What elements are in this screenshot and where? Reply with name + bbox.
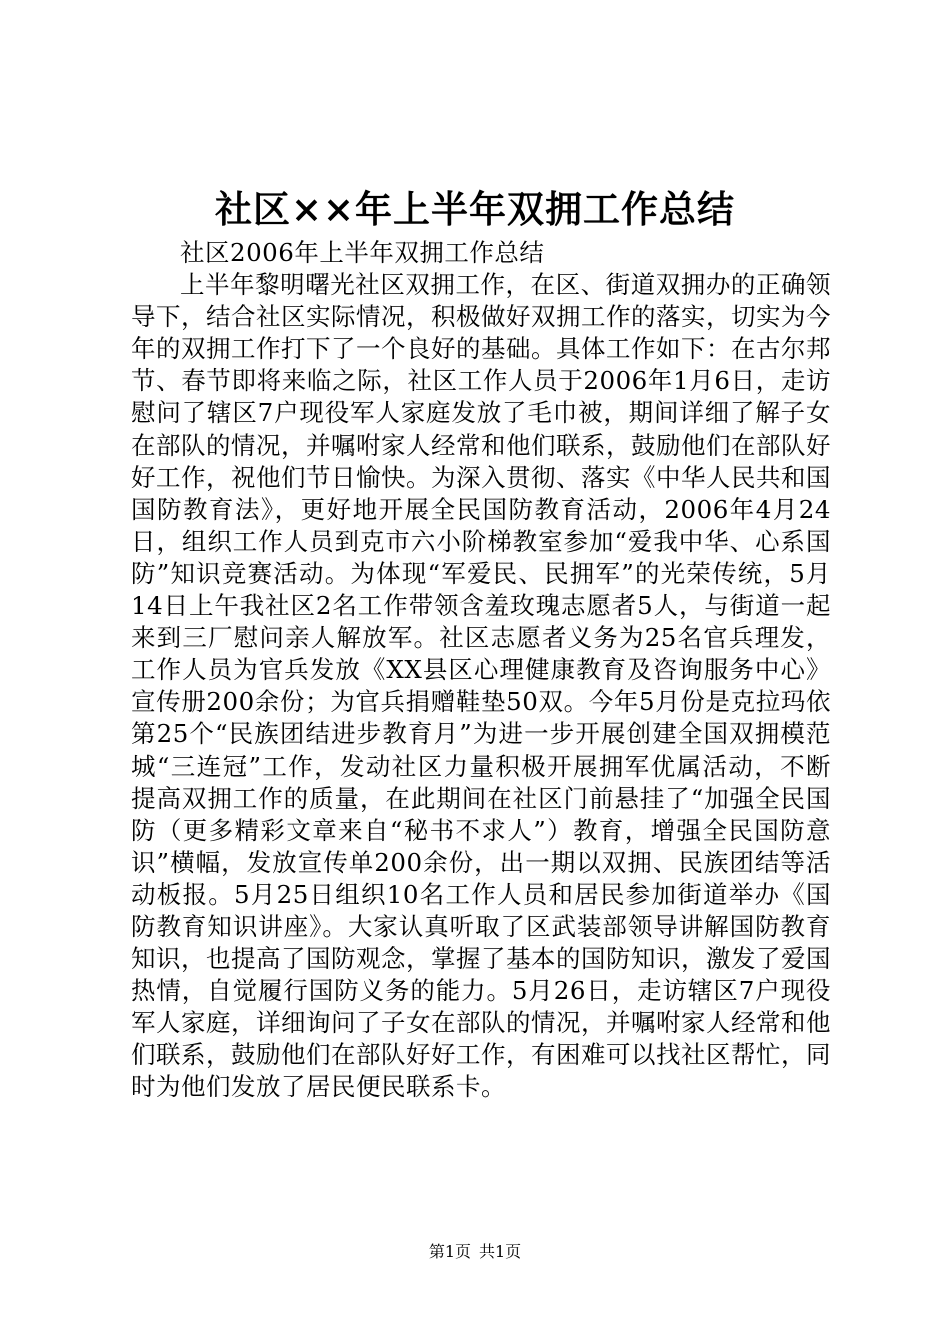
page-total: 共1页 <box>479 1242 522 1261</box>
page-number: 第1页 <box>428 1242 471 1261</box>
document-body <box>131 237 831 1104</box>
document-subtitle: 社区2006年上半年双拥工作总结 <box>180 238 545 267</box>
body-paragraph: 上半年黎明曙光社区双拥工作，在区、街道双拥办的正确领导下，结合社区实际情况，积极做好双拥工作的落实，切实为今年的双拥工作打下了一个良好的基础。具体工作如下：在古尔邦节、春节即将来临之际，社区工作人员于2006年1月6日，走访慰问了辖区7户现役军人家庭发放了毛巾被，期间详细了解子女在部队的情况，并嘱咐家人经常和他们联系，鼓励他们在部队好好工作，祝他们节日愉快。为深入贯彻、落实《中华人民共和国国防教育法》，更好地开展全民国防教育活动，2006年4月24日，组织工作人员到克市六小阶梯教室参加“爱我中华、心系国防”知识竞赛活动。为体现“军爱民、民拥军”的光荣传统，5月14日上午我社区2名工作带领含羞玫瑰志愿者5人，与街道一起来到三厂慰问亲人解放军。社区志愿者义务为25名官兵理发，工作人员为官兵发放《XX县区心理健康教育及咨询服务中心》宣传册200余份；为官兵捐赠鞋垫50双。今年5月份是克拉玛依第25个“民族团结进步教育月”为进一步开展创建全国双拥模范城“三连冠”工作，发动社区力量积极开展拥军优属活动，不断提高双拥工作的质量，在此期间在社区门前悬挂了“加强全民国防（更多精彩文章来自“秘书不求人”）教育，增强全民国防意识”横幅，发放宣传单200余份，出一期以双拥、民族团结等活动板报。5月25日组织10名工作人员和居民参加街道举办《国防教育知识讲座》。大家认真听取了区武装部领导讲解国防教育知识，也提高了国防观念，掌握了基本的国防知识，激发了爱国热情，自觉履行国防义务的能力。5月26日，走访辖区7户现役军人家庭，详细询问了子女在部队的情况，并嘱咐家人经常和他们联系，鼓励他们在部队好好工作，有困难可以找社区帮忙，同时为他们发放了居民便民联系卡。 <box>131 270 831 1102</box>
page-footer <box>0 1242 950 1262</box>
document-title: 社区××年上半年双拥工作总结 <box>214 187 735 231</box>
